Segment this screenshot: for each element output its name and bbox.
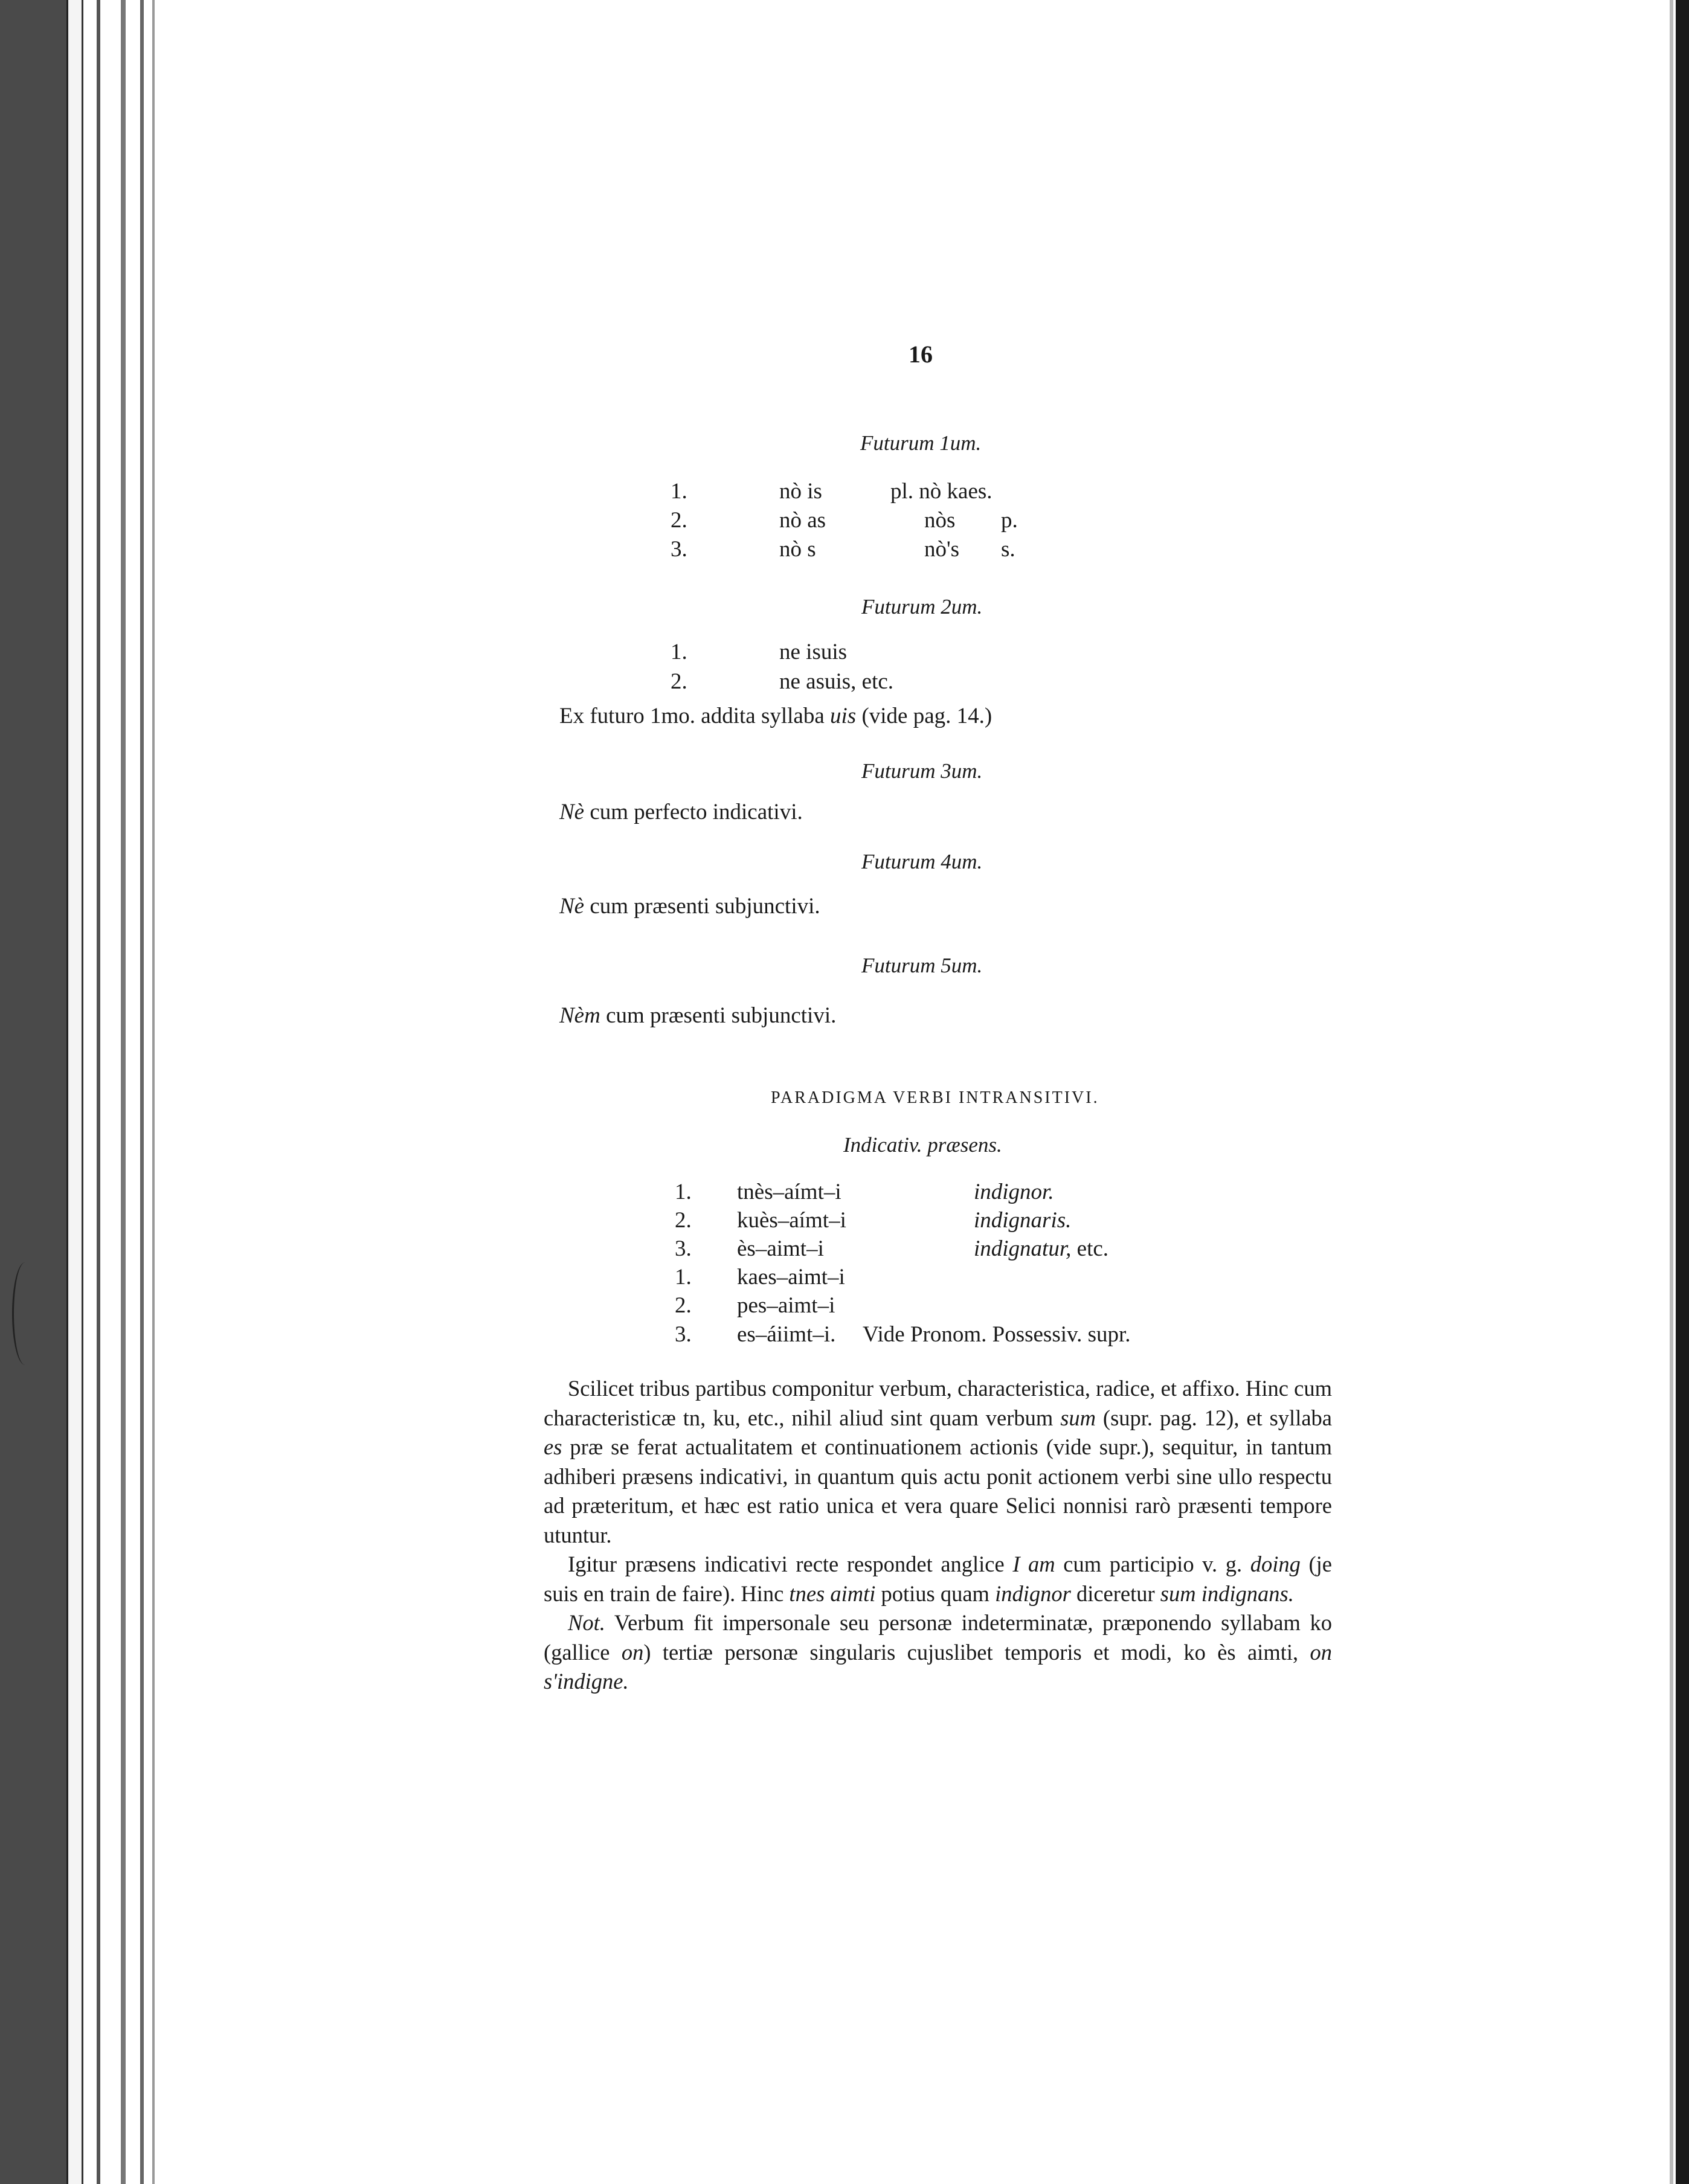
singular-form: nò s xyxy=(779,537,816,562)
heading-futurum-2: Futurum 2um. xyxy=(861,595,983,618)
heading-futurum-1: Futurum 1um. xyxy=(860,431,982,455)
section-subtitle: Indicativ. præsens. xyxy=(843,1133,1002,1157)
verb-form: kaes–aimt–i xyxy=(737,1265,845,1290)
right-page-edge xyxy=(1676,0,1689,2184)
page-edge-line xyxy=(97,0,100,2184)
plural-form: nò's xyxy=(924,537,960,562)
futurum-2-note: Ex futuro 1mo. addita syllaba uis (vide pag. 14.) xyxy=(559,704,992,728)
verb-form: es–áiimt–i. xyxy=(737,1322,836,1347)
paragraph: Igitur præsens indicativi recte respondet anglice I am cum participio v. g. doing (je suis en train de faire). Hinc tnes aimti potius quam indignor diceretur sum indignans. xyxy=(544,1552,1332,1606)
verb-form: kuès–aímt–i xyxy=(737,1208,846,1233)
row-number: 1. xyxy=(671,479,687,504)
row-number: 3. xyxy=(675,1236,692,1261)
paragraph: Scilicet tribus partibus componitur verbum, characteristica, radice, et affixo. Hinc cum characteristicæ tn, ku, etc., nihil aliud sint quam verbum sum (supr. pag. 12), et syllaba es præ se ferat actualitatem et continuationem actionis (vide supr.), sequitur, in tantum adhiberi præsens indicativi, in quantum quis actu ponit actionem verbi sine ullo respectu ad præteritum, et hæc est ratio unica et vera quare Selici nonnisi rarò præsenti tempore utuntur. xyxy=(544,1376,1332,1547)
row-number: 2. xyxy=(675,1208,692,1233)
singular-form: nò as xyxy=(779,508,826,533)
heading-futurum-4: Futurum 4um. xyxy=(861,850,983,873)
right-page-edge xyxy=(1670,0,1673,2184)
scan-mark xyxy=(12,1262,38,1365)
verb-form: pes–aimt–i xyxy=(737,1293,835,1318)
row-number: 2. xyxy=(671,669,687,694)
paragraph: Not. Verbum fit impersonale seu personæ indeterminatæ, præponendo syllabam ko (gallice on) tertiæ personæ singularis cujuslibet temporis et modi, ko ès aimti, on s'indigne. xyxy=(544,1610,1332,1694)
singular-form: ne asuis, etc. xyxy=(779,669,894,694)
latin-gloss: indignaris. xyxy=(974,1208,1072,1233)
singular-form: ne isuis xyxy=(779,640,848,664)
singular-form: nò is xyxy=(779,479,822,504)
latin-gloss: indignor. xyxy=(974,1180,1054,1204)
heading-futurum-5: Futurum 5um. xyxy=(861,954,983,977)
row-number: 3. xyxy=(675,1322,692,1347)
latin-gloss: indignatur, etc. xyxy=(974,1236,1109,1261)
row-number: 3. xyxy=(671,537,687,562)
futurum-4-rule: Nè cum præsenti subjunctivi. xyxy=(559,894,820,919)
plural-form: nòs xyxy=(924,508,956,533)
row-number: 2. xyxy=(675,1293,692,1318)
page-edge-line xyxy=(140,0,144,2184)
futurum-5-rule: Nèm cum præsenti subjunctivi. xyxy=(559,1003,837,1028)
page-edge-line xyxy=(152,0,155,2184)
heading-futurum-3: Futurum 3um. xyxy=(861,759,983,783)
row-tag: p. xyxy=(1001,508,1018,533)
plural-form: pl. nò kaes. xyxy=(890,479,992,504)
row-number: 1. xyxy=(675,1180,692,1204)
row-tag: s. xyxy=(1001,537,1015,562)
section-title: PARADIGMA VERBI INTRANSITIVI. xyxy=(771,1088,1099,1107)
page-number: 16 xyxy=(909,341,933,368)
book-edge xyxy=(66,0,83,2184)
book-edge xyxy=(0,0,66,2184)
cross-reference: Vide Pronom. Possessiv. supr. xyxy=(863,1322,1131,1347)
verb-form: tnès–aímt–i xyxy=(737,1180,841,1204)
row-number: 2. xyxy=(671,508,687,533)
row-number: 1. xyxy=(675,1265,692,1290)
body-text xyxy=(544,1374,1332,1697)
row-number: 1. xyxy=(671,640,687,664)
page-edge-line xyxy=(121,0,126,2184)
futurum-3-rule: Nè cum perfecto indicativi. xyxy=(559,800,803,824)
verb-form: ès–aimt–i xyxy=(737,1236,824,1261)
